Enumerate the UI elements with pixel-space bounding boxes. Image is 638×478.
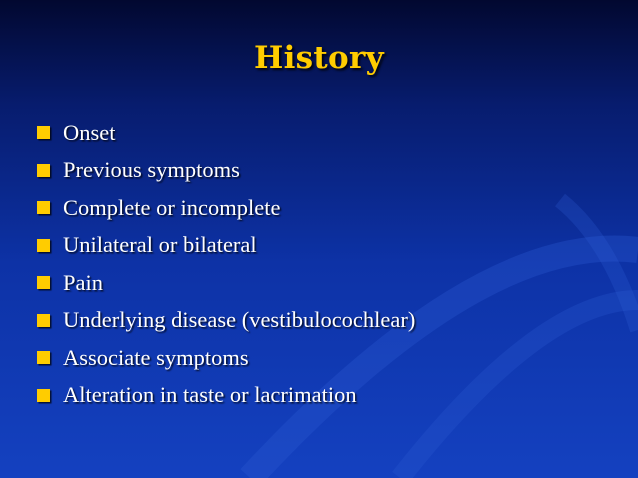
- bullet-text: Unilateral or bilateral: [63, 232, 257, 258]
- bullet-text: Pain: [63, 269, 104, 295]
- square-bullet-icon: [37, 126, 50, 139]
- bullet-text: Complete or incomplete: [63, 194, 281, 220]
- bullet-item: [37, 339, 415, 377]
- square-bullet-icon: [37, 239, 50, 252]
- bullet-item: [37, 377, 415, 415]
- bullet-text: Onset: [63, 119, 116, 145]
- bullet-item: [37, 189, 415, 227]
- bullet-item: [37, 264, 415, 302]
- bullet-text: Associate symptoms: [63, 344, 249, 370]
- bullet-text: Underlying disease (vestibulocochlear): [63, 307, 416, 333]
- bullet-text: Alteration in taste or lacrimation: [63, 382, 357, 408]
- bullet-item: [37, 152, 415, 190]
- bullet-item: [37, 302, 415, 340]
- square-bullet-icon: [37, 164, 50, 177]
- square-bullet-icon: [37, 351, 50, 364]
- bullet-text: Previous symptoms: [63, 157, 240, 183]
- bullet-item: [37, 227, 415, 265]
- bullet-item: [37, 114, 415, 152]
- square-bullet-icon: [37, 314, 50, 327]
- square-bullet-icon: [37, 276, 50, 289]
- square-bullet-icon: [37, 201, 50, 214]
- slide-title: History: [254, 40, 384, 76]
- square-bullet-icon: [37, 389, 50, 402]
- bullet-list: [37, 114, 415, 414]
